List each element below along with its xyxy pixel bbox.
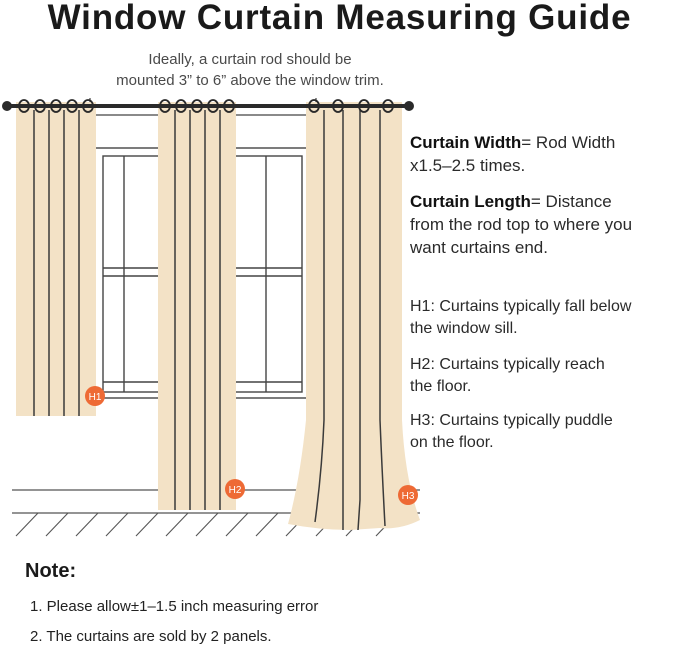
floor-hatch-line bbox=[196, 513, 218, 536]
curtain-left-h1 bbox=[16, 102, 96, 416]
h1-line1: H1: Curtains typically fall below bbox=[410, 298, 632, 315]
curtain-width-text: = Rod Width bbox=[521, 133, 616, 152]
h2-line1: H2: Curtains typically reach bbox=[410, 356, 605, 373]
h3-line2: on the floor. bbox=[410, 434, 494, 451]
curtain-length-text: = Distance bbox=[530, 192, 612, 211]
floor-hatch-line bbox=[16, 513, 38, 536]
curtain-length-formula bbox=[410, 190, 678, 259]
height-note-h2 bbox=[410, 354, 678, 398]
badge-h2 bbox=[225, 479, 245, 499]
curtain-middle-h2 bbox=[158, 102, 236, 510]
curtain-width-formula bbox=[410, 131, 678, 177]
floor-hatch-line bbox=[166, 513, 188, 536]
curtain-width-label: Curtain Width bbox=[410, 133, 522, 152]
badge-h3 bbox=[398, 485, 418, 505]
page-title: Window Curtain Measuring Guide bbox=[47, 0, 632, 37]
h1-line2: the window sill. bbox=[410, 320, 518, 337]
floor-hatch-line bbox=[226, 513, 248, 536]
badge-h3-label: H3 bbox=[401, 491, 415, 502]
curtain-length-text3: want curtains end. bbox=[410, 238, 548, 257]
h2-line2: the floor. bbox=[410, 378, 472, 395]
floor-hatch-line bbox=[76, 513, 98, 536]
curtain-length-label: Curtain Length bbox=[410, 192, 531, 211]
height-note-h1 bbox=[410, 296, 678, 340]
badge-h1 bbox=[85, 386, 105, 406]
h3-line1: H3: Curtains typically puddle bbox=[410, 412, 613, 429]
note-list bbox=[30, 597, 318, 657]
floor-hatch-line bbox=[106, 513, 128, 536]
note-item: 1. Please allow±1–1.5 inch measuring error bbox=[30, 598, 319, 615]
height-note-h3 bbox=[410, 410, 678, 454]
curtain-length-text2: from the rod top to where you bbox=[410, 215, 633, 234]
floor-hatch-line bbox=[46, 513, 68, 536]
note-title: Note: bbox=[25, 560, 77, 582]
floor-hatch-line bbox=[256, 513, 278, 536]
badge-h2-label: H2 bbox=[228, 485, 242, 496]
rod-mount-tip: Ideally, a curtain rod should be mounted 3” to 6” above the window trim. bbox=[116, 51, 384, 89]
curtain-width-text2: x1.5–2.5 times. bbox=[410, 156, 526, 175]
curtain-right-h3 bbox=[288, 102, 420, 530]
badge-h1-label: H1 bbox=[88, 392, 102, 403]
note-item: 2. The curtains are sold by 2 panels. bbox=[30, 628, 272, 645]
floor-hatch-line bbox=[136, 513, 158, 536]
